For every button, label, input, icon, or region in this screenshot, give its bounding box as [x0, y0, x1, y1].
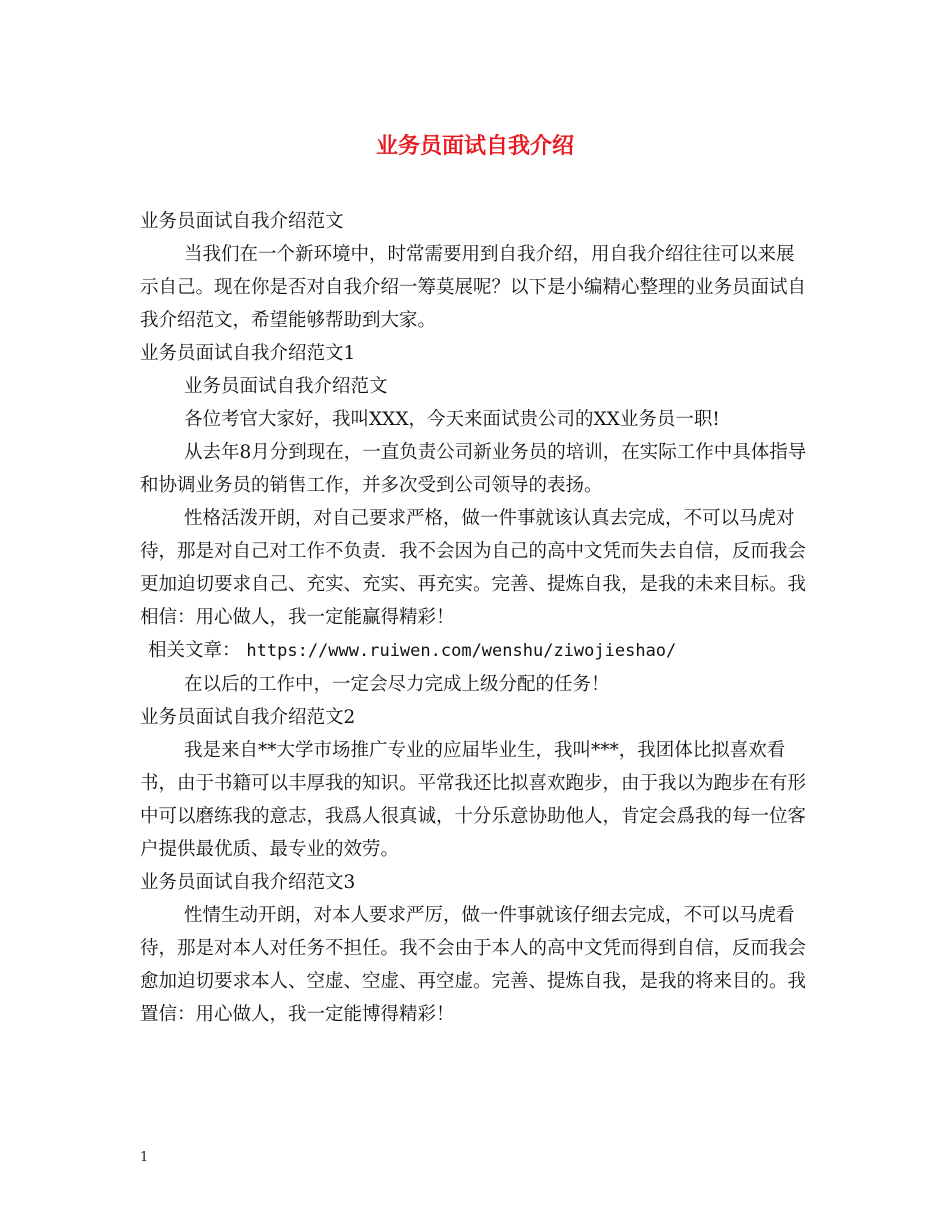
document-title: 业务员面试自我介绍 — [375, 134, 574, 159]
paragraph-heading: 业务员面试自我介绍范文3 — [140, 872, 356, 893]
paragraph-heading: 业务员面试自我介绍范文 — [140, 211, 344, 232]
paragraph-heading: 业务员面试自我介绍范文1 — [140, 343, 356, 364]
paragraph: 业务员面试自我介绍范文 — [184, 376, 388, 397]
paragraph-heading: 业务员面试自我介绍范文2 — [140, 707, 356, 728]
paragraph: 各位考官大家好，我叫XXX，今天来面试贵公司的XX业务员一职! — [184, 409, 720, 430]
paragraph: 我是来自**大学市场推广专业的应届毕业生，我叫***，我团体比拟喜欢看书，由于书籍可以丰厚我的知识。平常我还比拟喜欢跑步，由于我以为跑步在有形中可以磨练我的意志，我爲人很真诚，十分乐意协助他人，肯定会爲我的每一位客户提供最优质、最专业的效劳。 — [140, 740, 807, 860]
paragraph: 从去年8月分到现在，一直负责公司新业务员的培训，在实际工作中具体指导和协调业务员的销售工作，并多次受到公司领导的表扬。 — [140, 442, 807, 496]
paragraph: 当我们在一个新环境中，时常需要用到自我介绍，用自我介绍往往可以来展示自己。现在你是否对自我介绍一筹莫展呢？以下是小编精心整理的业务员面试自我介绍范文，希望能够帮助到大家。 — [140, 244, 807, 331]
paragraph: 性情生动开朗，对本人要求严厉，做一件事就该仔细去完成，不可以马虎看待，那是对本人对任务不担任。我不会由于本人的高中文凭而得到自信，反而我会愈加迫切要求本人、空虚、空虚、再空虚。完善、提炼自我，是我的将来目的。我置信：用心做人，我一定能博得精彩！ — [140, 905, 807, 1025]
document-body — [140, 205, 812, 1031]
related-article-line — [140, 634, 812, 668]
paragraph: 性格活泼开朗，对自己要求严格，做一件事就该认真去完成，不可以马虎对待，那是对自己对工作不负责．我不会因为自己的高中文凭而失去自信，反而我会更加迫切要求自己、充实、充实、再充实。完善、提炼自我，是我的未来目标。我相信：用心做人，我一定能赢得精彩！ — [140, 508, 807, 628]
related-article-link[interactable]: https://www.ruiwen.com/wenshu/ziwojieshao/ — [246, 641, 677, 661]
page-number: 1 — [140, 1150, 149, 1165]
paragraph: 在以后的工作中，一定会尽力完成上级分配的任务！ — [184, 674, 610, 695]
related-article-label: 相关文章： — [148, 640, 241, 661]
